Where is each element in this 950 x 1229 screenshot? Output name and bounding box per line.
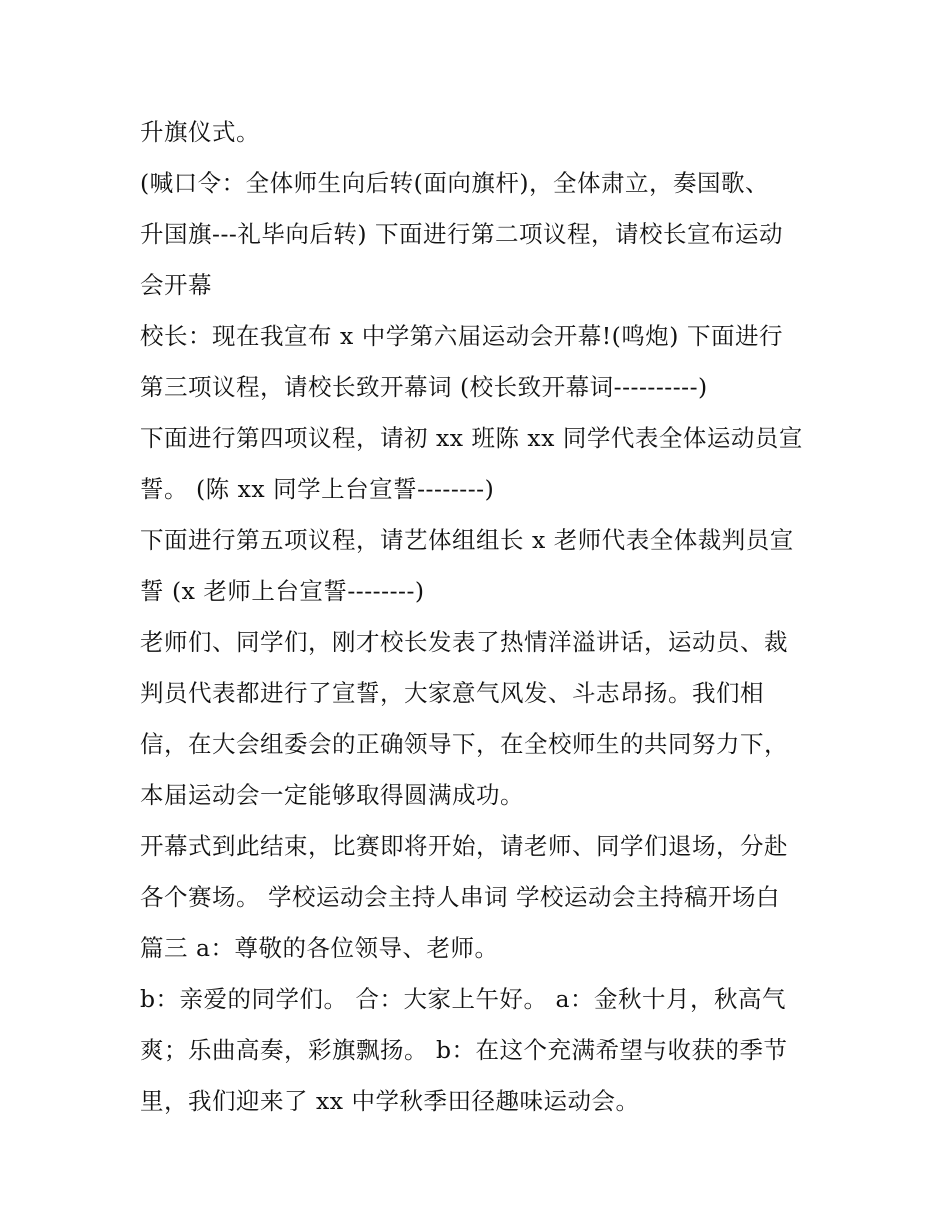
text-line: 信，在大会组委会的正确领导下，在全校师生的共同努力下，: [140, 730, 788, 758]
text-line: 本届运动会一定能够取得圆满成功。: [140, 781, 524, 809]
text-line: 各个赛场。 学校运动会主持人串词 学校运动会主持稿开场白: [140, 883, 780, 911]
text-line: 会开幕: [140, 271, 212, 299]
text-line: 下面进行第四项议程，请初 xx 班陈 xx 同学代表全体运动员宣: [140, 424, 803, 452]
text-line: 校长：现在我宣布 x 中学第六届运动会开幕!(鸣炮) 下面进行: [140, 322, 783, 350]
text-line: 誓。 (陈 xx 同学上台宣誓--------): [140, 475, 495, 503]
text-line: (喊口令：全体师生向后转(面向旗杆)，全体肃立，奏国歌、: [140, 169, 770, 197]
text-line: 里，我们迎来了 xx 中学秋季田径趣味运动会。: [140, 1087, 640, 1115]
text-line: 开幕式到此结束，比赛即将开始，请老师、同学们退场，分赴: [140, 832, 788, 860]
text-line: 爽；乐曲高奏，彩旗飘扬。 b：在这个充满希望与收获的季节: [140, 1036, 788, 1064]
text-line: 誓 (x 老师上台宣誓--------): [140, 577, 425, 605]
text-line: b：亲爱的同学们。 合：大家上午好。 a：金秋十月，秋高气: [140, 985, 786, 1013]
text-line: 篇三 a：尊敬的各位领导、老师。: [140, 934, 499, 962]
text-line: 老师们、同学们，刚才校长发表了热情洋溢讲话，运动员、裁: [140, 628, 788, 656]
text-line: 升国旗---礼毕向后转) 下面进行第二项议程，请校长宣布运动: [140, 220, 783, 248]
document-body: [140, 107, 830, 1127]
text-line: 升旗仪式。: [140, 118, 260, 146]
text-line: 第三项议程，请校长致开幕词 (校长致开幕词----------): [140, 373, 708, 401]
text-line: 判员代表都进行了宣誓，大家意气风发、斗志昂扬。我们相: [140, 679, 764, 707]
text-line: 下面进行第五项议程，请艺体组组长 x 老师代表全体裁判员宣: [140, 526, 794, 554]
